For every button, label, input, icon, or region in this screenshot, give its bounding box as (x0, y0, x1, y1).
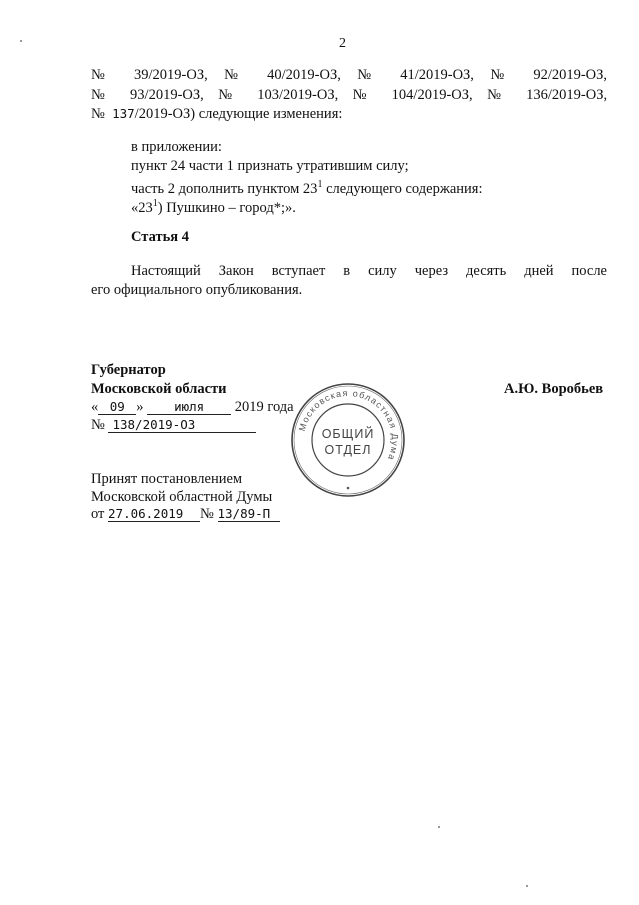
signature-date: « 09 » июля 2019 года (91, 399, 294, 415)
signatory-title: Губернатор (91, 362, 166, 378)
signatory-region: Московской области (91, 381, 227, 397)
adopted-line-1: Принят постановлением (91, 471, 243, 487)
stamp-dot (347, 487, 350, 490)
intro-line-3: № 137/2019-ОЗ) следующие изменения: (91, 106, 343, 122)
signature-number: № 138/2019-ОЗ (91, 416, 256, 434)
scan-speck (438, 826, 440, 828)
change-line-3: часть 2 дополнить пунктом $23^1$ следующего содержания: (131, 179, 483, 197)
intro-line-1: № 39/2019-ОЗ, № 40/2019-ОЗ, № 41/2019-ОЗ, № 92/2019-ОЗ, (91, 67, 608, 83)
stamp-center-line-1: ОБЩИЙ (321, 427, 375, 441)
stamp-center-line-2: ОТДЕЛ (324, 443, 372, 457)
change-line-2: пункт 24 части 1 признать утратившим силу; (131, 158, 409, 174)
article-paragraph-line-1: Настоящий Закон вступает в силу через десять дней после (131, 263, 607, 279)
official-stamp (289, 381, 407, 499)
article-heading: Статья 4 (131, 229, 189, 245)
scan-speck (526, 885, 528, 887)
adopted-line-2: Московской областной Думы (91, 489, 273, 505)
change-line-1: в приложении: (131, 139, 222, 155)
article-paragraph-line-2: его официального опубликования. (91, 282, 303, 298)
adopted-date-number: от 27.06.2019 № 13/89-П (91, 505, 280, 523)
intro-line-2: № 93/2019-ОЗ, № 103/2019-ОЗ, № 104/2019-ОЗ, № 136/2019-ОЗ, (91, 87, 608, 103)
stamp-ring-text: Московская областная Дума (296, 387, 401, 463)
change-line-4: «$23^1$) Пушкино – город*;». (131, 198, 296, 216)
page-number: 2 (339, 36, 346, 51)
scan-speck (20, 40, 22, 42)
signatory-name: А.Ю. Воробьев (504, 381, 604, 397)
